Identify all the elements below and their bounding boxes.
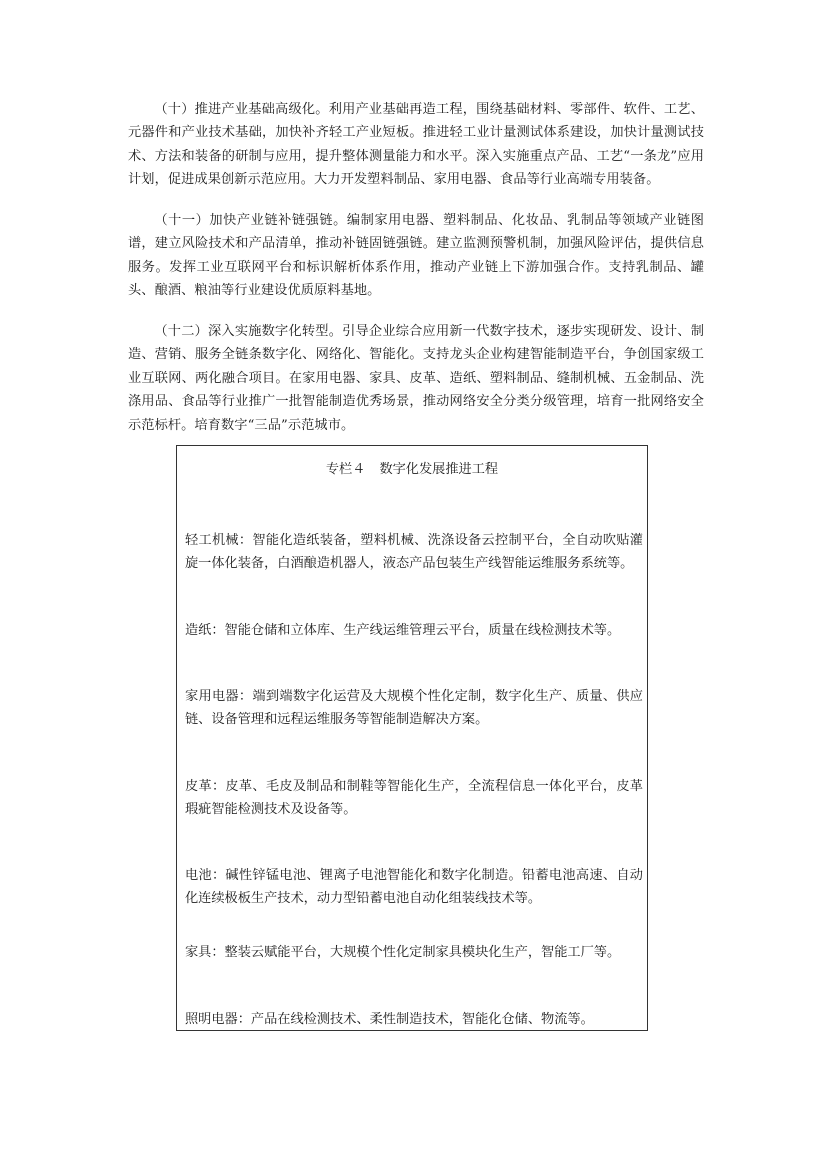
- box-title-number: 专栏４: [325, 462, 366, 477]
- column-box: [176, 445, 648, 1031]
- paragraph-11: （十一）加快产业链补链强链。编制家用电器、塑料制品、化妆品、乳制品等领域产业链图谱，建立风险技术和产品清单，推动补链固链强链。建立监测预警机制，加强风险评估，提供信息服务。发挥工业互联网平台和标识解析体系作用，推动产业链上下游加强合作。支持乳制品、罐头、酿酒、粮油等行业建设优质原料基地。: [128, 213, 704, 299]
- box-item-light-machinery: 轻工机械：智能化造纸装备，塑料机械、洗涤设备云控制平台，全自动吹贴灌旋一体化装备，白酒酿造机器人，液态产品包装生产线智能运维服务系统等。: [185, 533, 643, 571]
- box-item-home-appliances: 家用电器：端到端数字化运营及大规模个性化定制，数字化生产、质量、供应链、设备管理和远程运维服务等智能制造解决方案。: [185, 689, 643, 727]
- box-title: [177, 460, 647, 480]
- box-item-lighting: 照明电器：产品在线检测技术、柔性制造技术，智能化仓储、物流等。: [185, 1012, 594, 1027]
- box-item-battery: 电池：碱性锌锰电池、锂离子电池智能化和数字化制造。铅蓄电池高速、自动化连续极板生产技术，动力型铅蓄电池自动化组装线技术等。: [185, 868, 643, 906]
- paragraph-12: （十二）深入实施数字化转型。引导企业综合应用新一代数字技术，逐步实现研发、设计、制造、营销、服务全链条数字化、网络化、智能化。支持龙头企业构建智能制造平台，争创国家级工业互联网、两化融合项目。在家用电器、家具、皮革、造纸、塑料制品、缝制机械、五金制品、洗涤用品、食品等行业推广一批智能制造优秀场景，推动网络安全分类分级管理，培育一批网络安全示范标杆。培育数字“三品”示范城市。: [128, 324, 704, 433]
- box-item-furniture: 家具：整装云赋能平台，大规模个性化定制家具模块化生产，智能工厂等。: [185, 945, 621, 960]
- box-item-paper: 造纸：智能仓储和立体库、生产线运维管理云平台，质量在线检测技术等。: [185, 623, 621, 638]
- box-title-text: 数字化发展推进工程: [379, 462, 499, 477]
- box-item-leather: 皮革：皮革、毛皮及制品和制鞋等智能化生产，全流程信息一体化平台，皮革瑕疵智能检测技术及设备等。: [185, 779, 643, 817]
- paragraph-10: （十）推进产业基础高级化。利用产业基础再造工程，围绕基础材料、零部件、软件、工艺、元器件和产业技术基础，加快补齐轻工产业短板。推进轻工业计量测试体系建设，加快计量测试技术、方法和装备的研制与应用，提升整体测量能力和水平。深入实施重点产品、工艺“一条龙”应用计划，促进成果创新示范应用。大力开发塑料制品、家用电器、食品等行业高端专用装备。: [128, 102, 704, 188]
